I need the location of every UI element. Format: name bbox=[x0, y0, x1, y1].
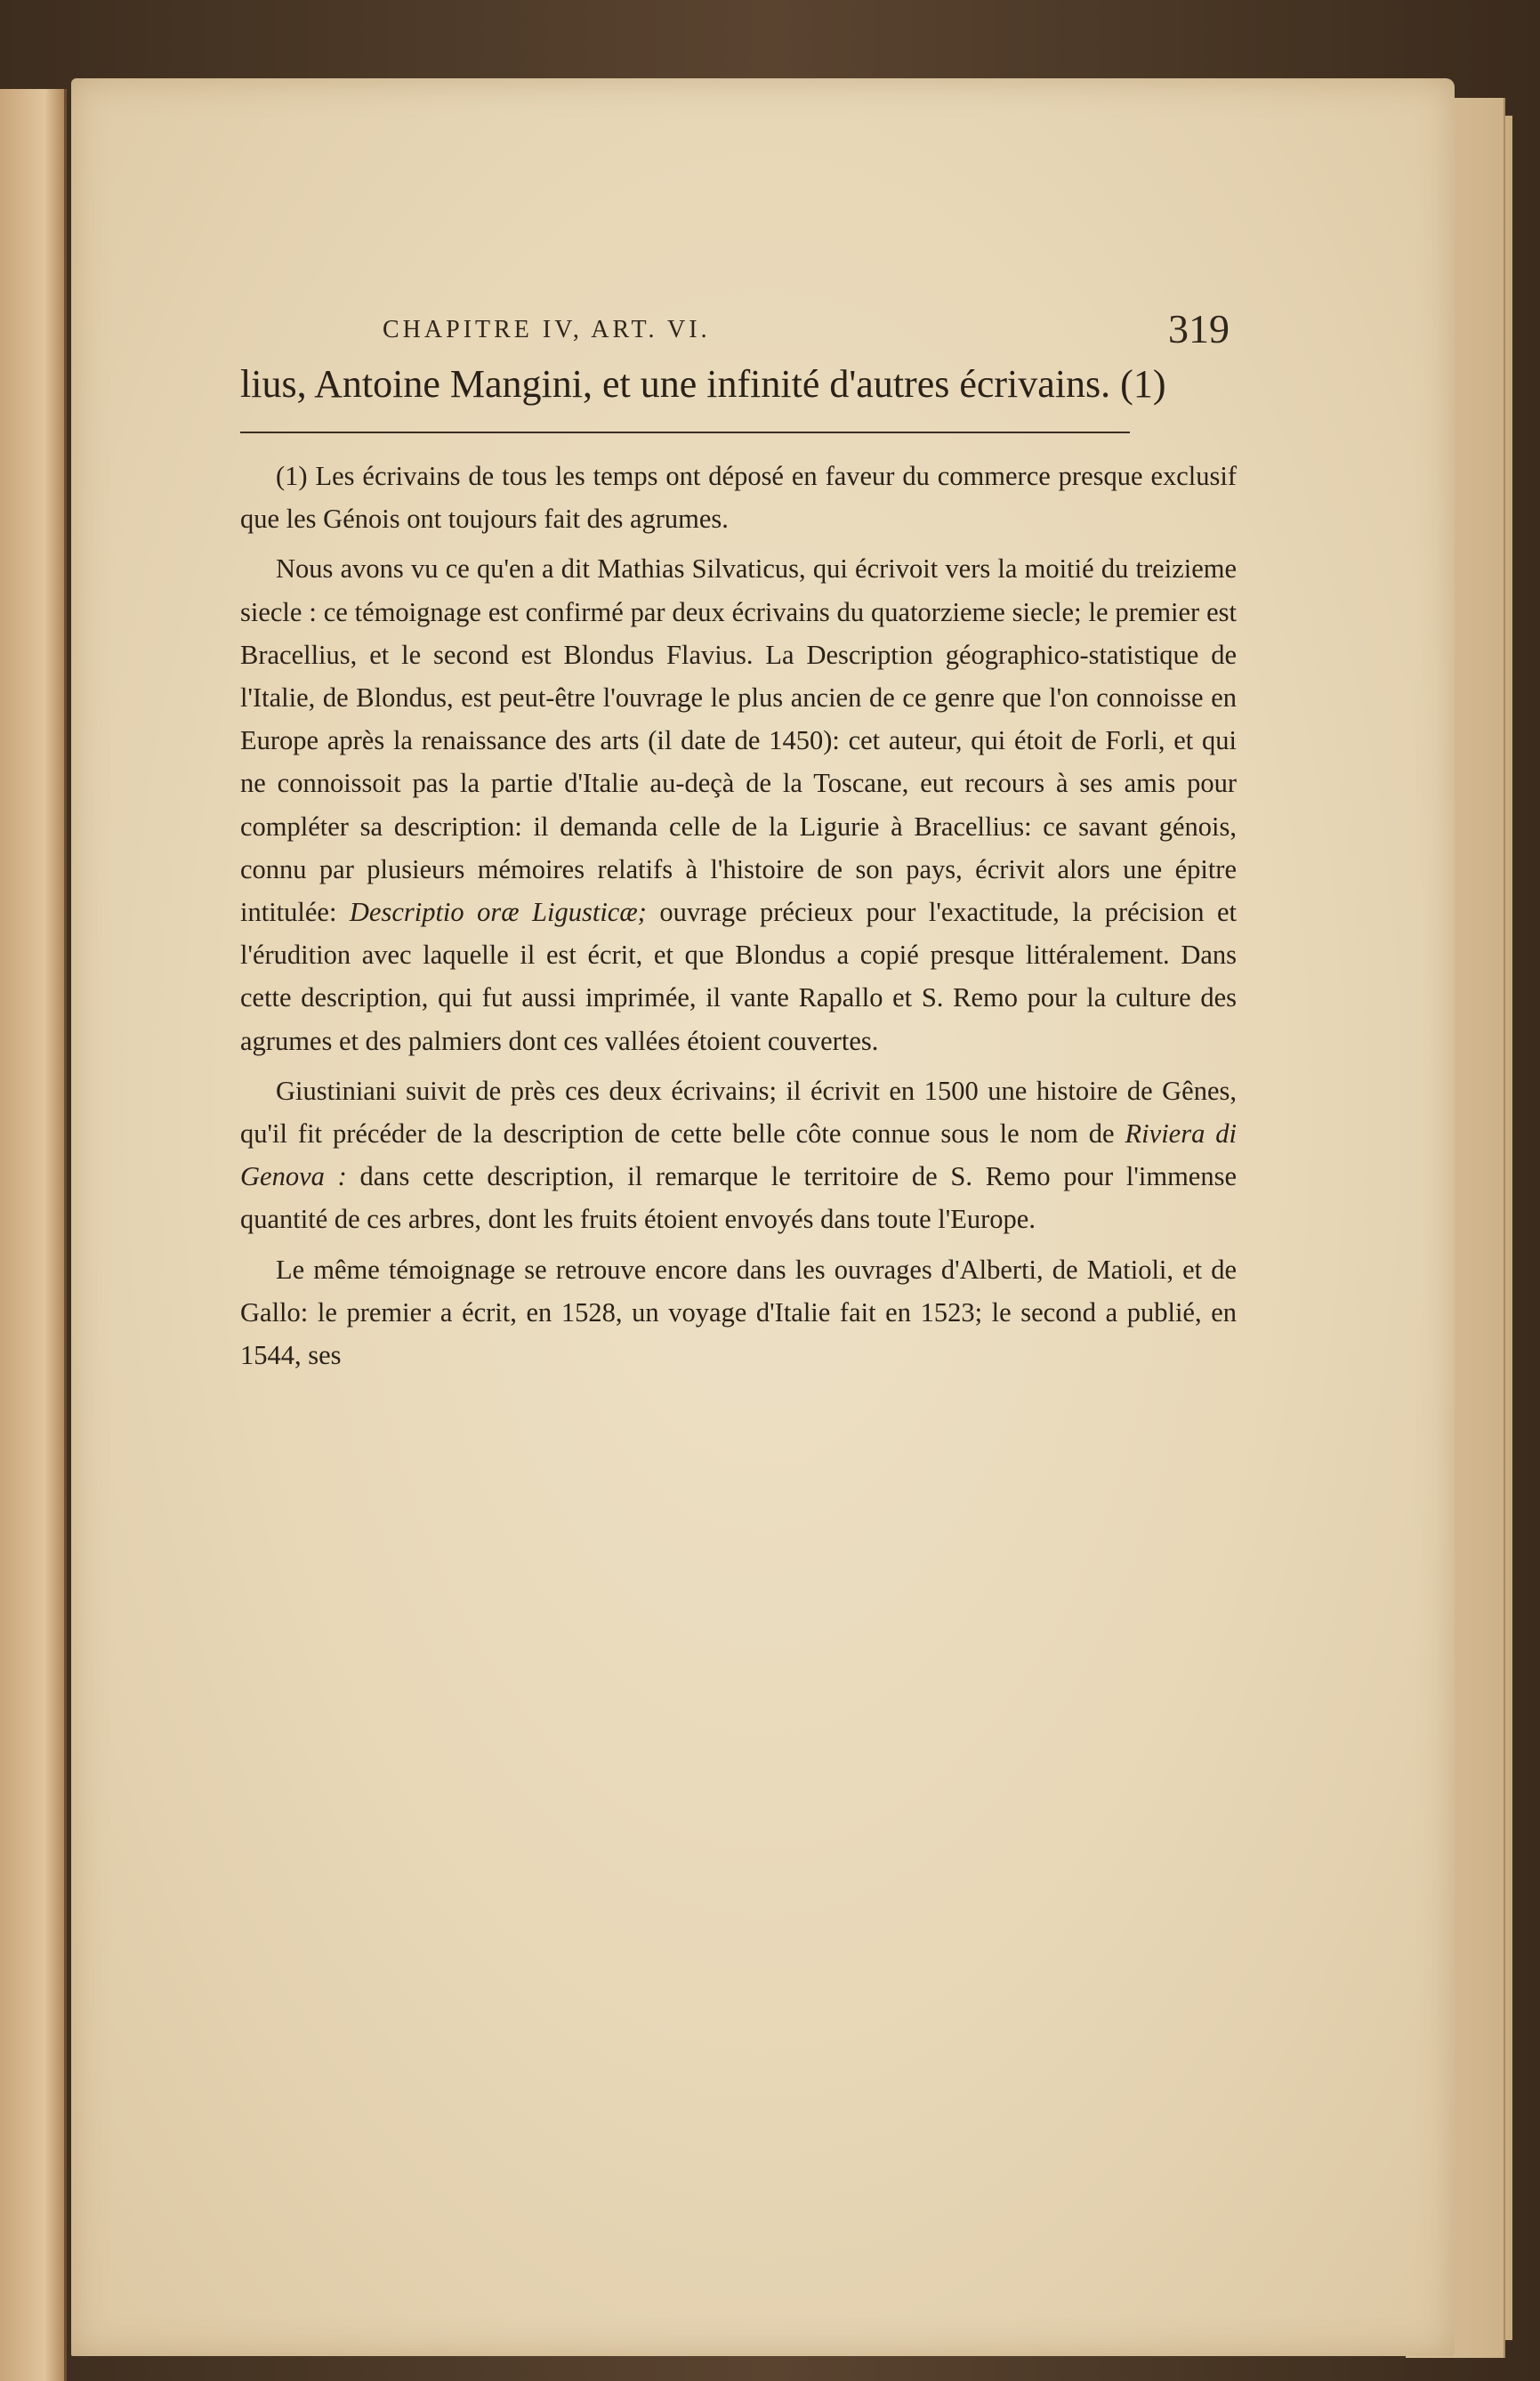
main-text: lius, Antoine Mangini, et une infinité d'autres écrivains. (1) bbox=[240, 362, 1166, 406]
footnote-text: Giustiniani suivit de près ces deux écrivains; il écrivit en 1500 une histoire de Gênes, qu'il fit précéder de la description de cette belle côte connue sous le nom de bbox=[240, 1075, 1237, 1150]
page-content bbox=[240, 305, 1237, 1376]
footnote-text: Nous avons vu ce qu'en a dit Mathias Silvaticus, qui écrivoit vers la moitié du treizieme siecle : ce témoignage est confirmé par deux écrivains du quatorzieme siecle; le premier est Bracellius, et le second est Blondus Flavius. La Description géographico-statistique de l'Italie, de Blondus, est peut-être l'ouvrage le plus ancien de ce genre que l'on connoisse en Europe après la renaissance des arts (il date de 1450): cet auteur, qui étoit de Forli, et qui ne connoissoit pas la partie d'Italie au-deçà de la Toscane, eut recours à ses amis pour compléter sa description: il demanda celle de la Ligurie à Bracellius: ce savant génois, connu par plusieurs mémoires relatifs à l'histoire de son pays, écrivit alors une épitre intitulée: bbox=[240, 553, 1237, 928]
running-head bbox=[240, 305, 1237, 359]
footnote-text: dans cette description, il remarque le territoire de S. Remo pour l'immense quantité de ces arbres, dont les fruits étoient envoyés dans toute l'Europe. bbox=[240, 1161, 1237, 1235]
footnote-rule bbox=[240, 432, 1130, 433]
page-number: 319 bbox=[1168, 306, 1230, 351]
footnote-title-italic: Riviera di Genova : bbox=[240, 1118, 1238, 1192]
chapter-heading: CHAPITRE IV, ART. VI. bbox=[383, 316, 711, 343]
footnote-paragraph bbox=[240, 1069, 1237, 1241]
footnote-paragraph: (1) Les écrivains de tous les temps ont déposé en faveur du commerce presque exclusif que les Génois ont toujours fait des agrumes. bbox=[240, 461, 1237, 535]
footnote-paragraph: Le même témoignage se retrouve encore dans les ouvrages d'Alberti, de Matioli, et de Gallo: le premier a écrit, en 1528, un voyage d'Italie fait en 1523; le second a publié, en 1544, ses bbox=[240, 1254, 1237, 1371]
footnote-title-italic: Descriptio oræ Ligusticæ; bbox=[349, 897, 647, 928]
book-page bbox=[71, 78, 1455, 2356]
footnote bbox=[240, 455, 1237, 1376]
facing-page-edge bbox=[0, 89, 67, 2381]
footnote-text: ouvrage précieux pour l'exactitude, la précision et l'érudition avec laquelle il est écrit, et que Blondus a copié presque littéralement. Dans cette description, qui fut aussi imprimée, il vante Rapallo et S. Remo pour la culture des agrumes et des palmiers dont ces vallées étoient couvertes. bbox=[240, 897, 1237, 1056]
footnote-paragraph bbox=[240, 547, 1237, 1061]
